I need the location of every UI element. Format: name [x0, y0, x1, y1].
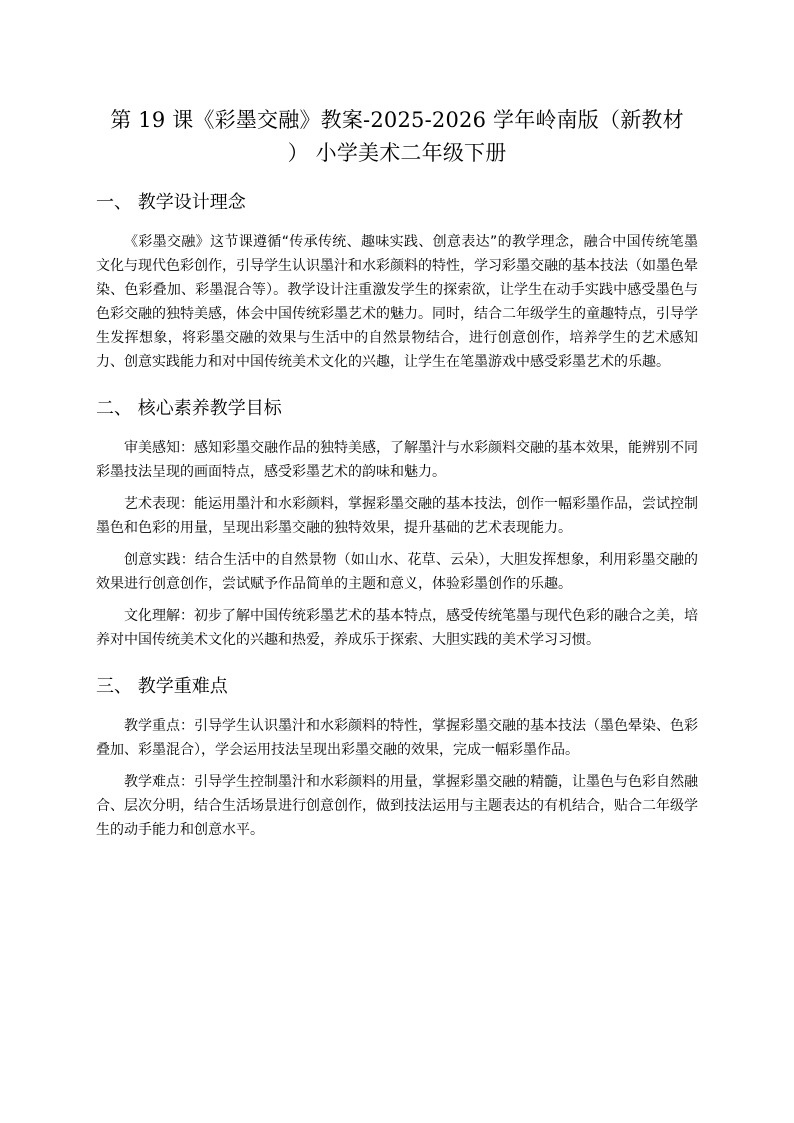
paragraph: 文化理解：初步了解中国传统彩墨艺术的基本特点，感受传统笔墨与现代色彩的融合之美，培养对中国传统美术文化的兴趣和热爱，养成乐于探索、大胆实践的美术学习习惯。: [96, 608, 698, 648]
title-line-1: 第 19 课《彩墨交融》教案-2025-2026 学年岭南版（新教材: [110, 108, 684, 132]
section-heading: 一、 教学设计理念: [96, 192, 246, 213]
section-heading: 二、 核心素养教学目标: [96, 398, 282, 419]
paragraph: 创意实践：结合生活中的自然景物（如山水、花草、云朵），大胆发挥想象，利用彩墨交融的效果进行创意创作，尝试赋予作品简单的主题和意义，体验彩墨创作的乐趣。: [96, 552, 698, 592]
section-core-goals: [96, 396, 698, 652]
section-heading: 三、 教学重难点: [96, 676, 228, 697]
paragraph: 艺术表现：能运用墨汁和水彩颜料，掌握彩墨交融的基本技法，创作一幅彩墨作品，尝试控制墨色和色彩的用量，呈现出彩墨交融的独特效果，提升基础的艺术表现能力。: [96, 496, 698, 536]
section-design-concept: [96, 190, 698, 374]
paragraph: 教学难点：引导学生控制墨汁和水彩颜料的用量，掌握彩墨交融的精髓，让墨色与色彩自然融合、层次分明，结合生活场景进行创意创作，做到技法运用与主题表达的有机结合，贴合二年级学生的动手能力和创意水平。: [96, 774, 698, 838]
section-key-difficulties: [96, 674, 698, 842]
paragraph: 审美感知：感知彩墨交融作品的独特美感，了解墨汁与水彩颜料交融的基本效果，能辨别不同彩墨技法呈现的画面特点，感受彩墨艺术的韵味和魅力。: [96, 440, 698, 480]
paragraph: 《彩墨交融》这节课遵循“传承传统、趣味实践、创意表达”的教学理念，融合中国传统笔墨文化与现代色彩创作，引导学生认识墨汁和水彩颜料的特性，学习彩墨交融的基本技法（如墨色晕染、色彩叠加、彩墨混合等）。教学设计注重激发学生的探索欲，让学生在动手实践中感受墨色与色彩交融的独特美感，体会中国传统彩墨艺术的魅力。同时，结合二年级学生的童趣特点，引导学生发挥想象，将彩墨交融的效果与生活中的自然景物结合，进行创意创作，培养学生的艺术感知力、创意实践能力和对中国传统美术文化的兴趣，让学生在笔墨游戏中感受彩墨艺术的乐趣。: [96, 234, 698, 370]
document-title: [96, 104, 698, 170]
title-line-2: ） 小学美术二年级下册: [287, 141, 507, 165]
paragraph: 教学重点：引导学生认识墨汁和水彩颜料的特性，掌握彩墨交融的基本技法（墨色晕染、色彩叠加、彩墨混合），学会运用技法呈现出彩墨交融的效果，完成一幅彩墨作品。: [96, 718, 698, 758]
